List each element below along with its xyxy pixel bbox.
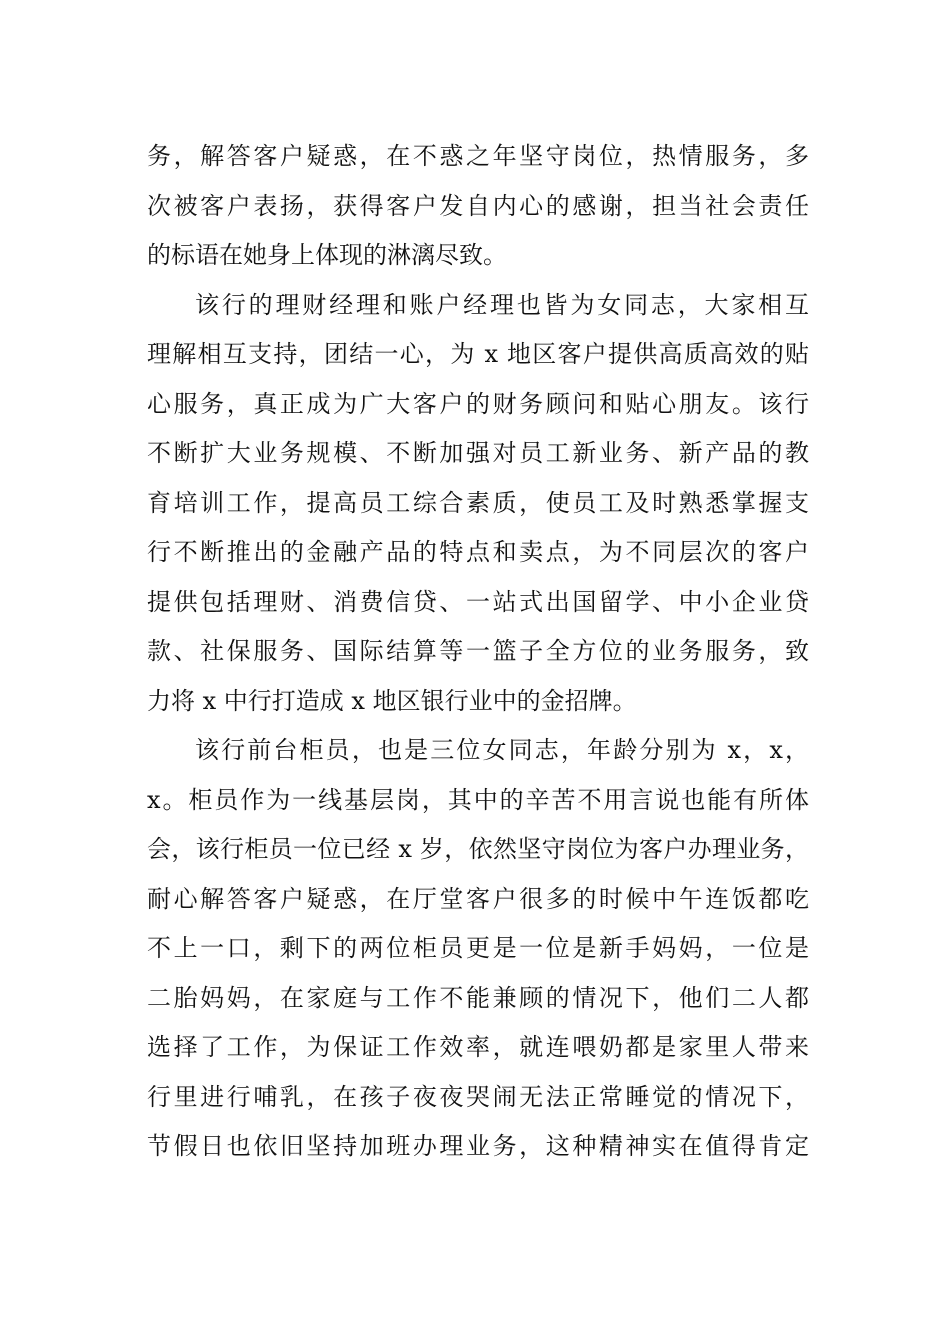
text-line: 理解相互支持，团结一心，为 x 地区客户提供高质高效的贴 <box>147 340 809 368</box>
text-line: 款、社保服务、国际结算等一篮子全方位的业务服务，致 <box>147 637 809 665</box>
text-line: 行里进行哺乳，在孩子夜夜哭闹无法正常睡觉的情况下， <box>147 1082 809 1111</box>
text-line: 耐心解答客户疑惑，在厅堂客户很多的时候中午连饭都吃 <box>147 884 809 913</box>
text-line: 心服务，真正成为广大客户的财务顾问和贴心朋友。该行 <box>147 389 809 418</box>
text-line: 行不断推出的金融产品的特点和卖点，为不同层次的客户 <box>147 538 809 566</box>
text-line: 次被客户表扬，获得客户发自内心的感谢，担当社会责任 <box>147 191 809 220</box>
text-line: 会，该行柜员一位已经 x 岁，依然坚守岗位为客户办理业务， <box>147 835 809 863</box>
text-line: 该行前台柜员，也是三位女同志，年龄分别为 x，x， <box>195 736 809 764</box>
text-line: 节假日也依旧坚持加班办理业务，这种精神实在值得肯定 <box>147 1132 809 1160</box>
text-line: 不上一口，剩下的两位柜员更是一位是新手妈妈，一位是 <box>147 934 809 962</box>
text-line: 二胎妈妈，在家庭与工作不能兼顾的情况下，他们二人都 <box>147 983 809 1012</box>
text-line: 力将 x 中行打造成 x 地区银行业中的金招牌。 <box>147 686 637 715</box>
text-line: 选择了工作，为保证工作效率，就连喂奶都是家里人带来 <box>147 1033 809 1061</box>
text-line: 的标语在她身上体现的淋漓尽致。 <box>147 241 507 269</box>
text-line: x。柜员作为一线基层岗，其中的辛苦不用言说也能有所体 <box>147 785 809 814</box>
document-body <box>147 132 809 1172</box>
text-line: 务，解答客户疑惑，在不惑之年坚守岗位，热情服务，多 <box>147 142 809 170</box>
text-line: 不断扩大业务规模、不断加强对员工新业务、新产品的教 <box>147 439 809 467</box>
text-line: 该行的理财经理和账户经理也皆为女同志，大家相互 <box>195 290 809 319</box>
paragraph <box>147 726 809 1172</box>
text-line: 育培训工作，提高员工综合素质，使员工及时熟悉掌握支 <box>147 488 809 517</box>
paragraph <box>147 281 809 727</box>
paragraph <box>147 132 809 281</box>
text-line: 提供包括理财、消费信贷、一站式出国留学、中小企业贷 <box>147 587 809 616</box>
